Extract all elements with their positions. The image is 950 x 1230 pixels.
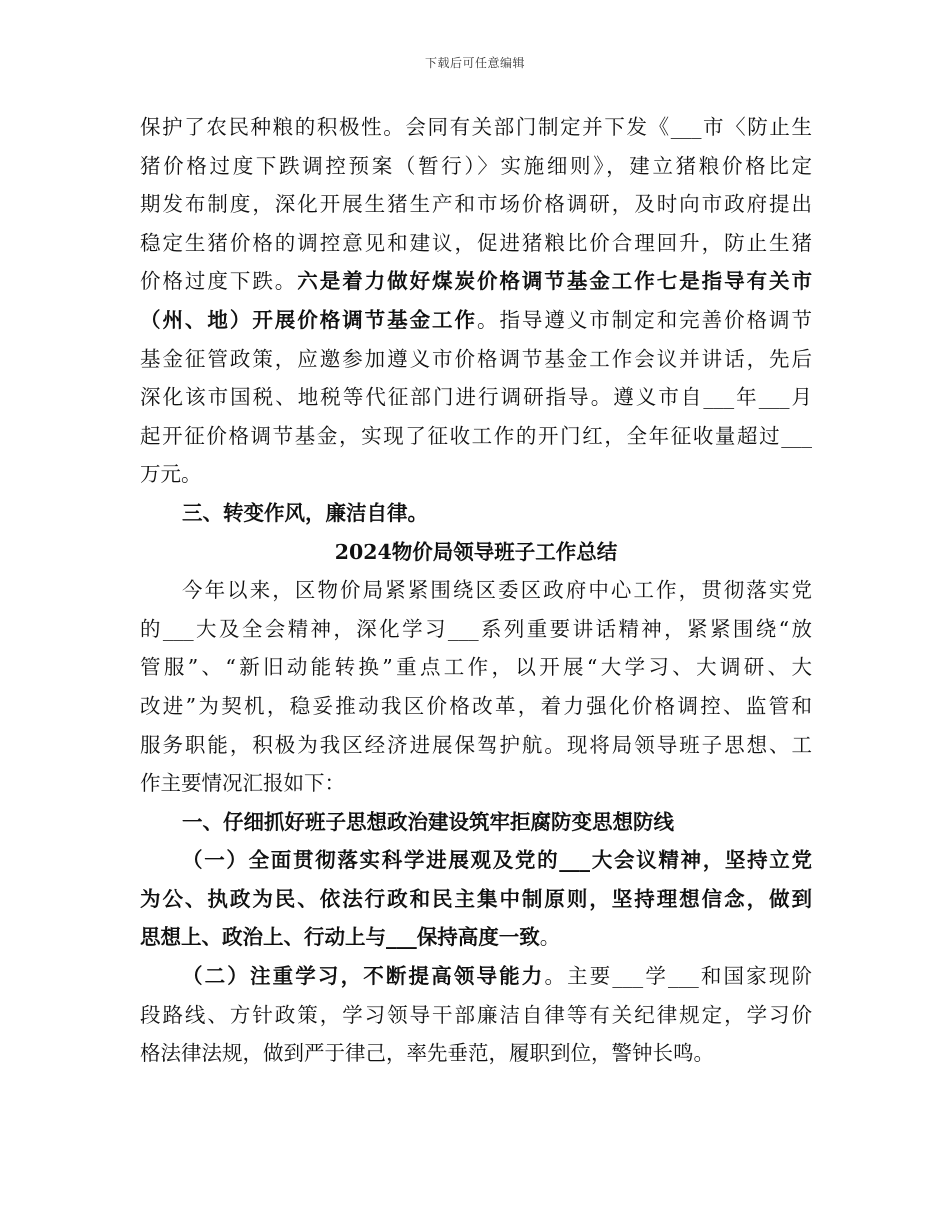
text-line: 保护了农民种粮的积极性。会同有关部门制定并下发《___市〈防止生: [140, 115, 812, 139]
page-header: 下载后可任意编辑: [424, 56, 525, 70]
text-line: 基金征管政策，应邀参加遵义市价格调节基金工作会议并讲话，先后: [140, 346, 812, 371]
bold-run: 思想上、政治上、行动上与___保持高度一致: [140, 925, 540, 950]
document-title: 2024物价局领导班子工作总结: [334, 539, 618, 564]
text-run: 。: [539, 925, 561, 950]
text-line: 作主要情况汇报如下：: [140, 771, 345, 796]
section-heading: 一、仔细抓好班子思想政治建设筑牢拒腐防变思想防线: [182, 809, 674, 834]
text-line: 猪价格过度下跌调控预案（暂行）〉实施细则》，建立猪粮价格比定: [140, 153, 812, 178]
text-line: [140, 957, 812, 996]
bold-run: （州、地）开展价格调节基金工作: [140, 307, 477, 332]
text-line: [140, 262, 812, 301]
text-line: [140, 301, 812, 340]
text-run: 。主要___学___和国家现阶: [544, 964, 813, 989]
text-line: 的___大及全会精神，深化学习___系列重要讲话精神，紧紧围绕“放: [140, 616, 812, 641]
text-line: 为公、执政为民、依法行政和民主集中制原则，坚持理想信念，做到: [140, 886, 812, 911]
text-line: [140, 918, 812, 957]
text-run: 。指导遵义市制定和完善价格调节: [476, 307, 813, 332]
text-line: 段路线、方针政策，学习领导干部廉洁自律等有关纪律规定，学习价: [140, 1002, 812, 1027]
document-body: [140, 108, 812, 1073]
text-line: （一）全面贯彻落实科学进展观及党的___大会议精神，坚持立党: [182, 848, 812, 873]
text-line: 服务职能，积极为我区经济进展保驾护航。现将局领导班子思想、工: [140, 732, 812, 757]
bold-run: 六是着力做好煤炭价格调节基金工作七是指导有关市: [297, 269, 813, 294]
text-line: 今年以来，区物价局紧紧围绕区委区政府中心工作，贯彻落实党: [182, 578, 812, 603]
text-run: 价格过度下跌。: [140, 269, 298, 294]
text-line: 管服”、“新旧动能转换”重点工作，以开展“大学习、大调研、大: [140, 655, 812, 680]
text-line: 万元。: [140, 462, 202, 487]
text-line: 稳定生猪价格的调控意见和建议，促进猪粮比价合理回升，防止生猪: [140, 230, 812, 255]
section-heading: 三、转变作风，廉洁自律。: [182, 500, 428, 525]
text-line: 期发布制度，深化开展生猪生产和市场价格调研，及时向市政府提出: [140, 192, 812, 217]
bold-run: （二）注重学习，不断提高领导能力: [182, 964, 545, 989]
text-line: 深化该市国税、地税等代征部门进行调研指导。遵义市自___年___月: [140, 385, 812, 410]
text-line: 改进”为契机，稳妥推动我区价格改革，着力强化价格调控、监管和: [140, 693, 812, 718]
text-line: 起开征价格调节基金，实现了征收工作的开门红，全年征收量超过___: [140, 423, 812, 448]
text-line: 格法律法规，做到严于律己，率先垂范，履职到位，警钟长鸣。: [140, 1041, 714, 1066]
